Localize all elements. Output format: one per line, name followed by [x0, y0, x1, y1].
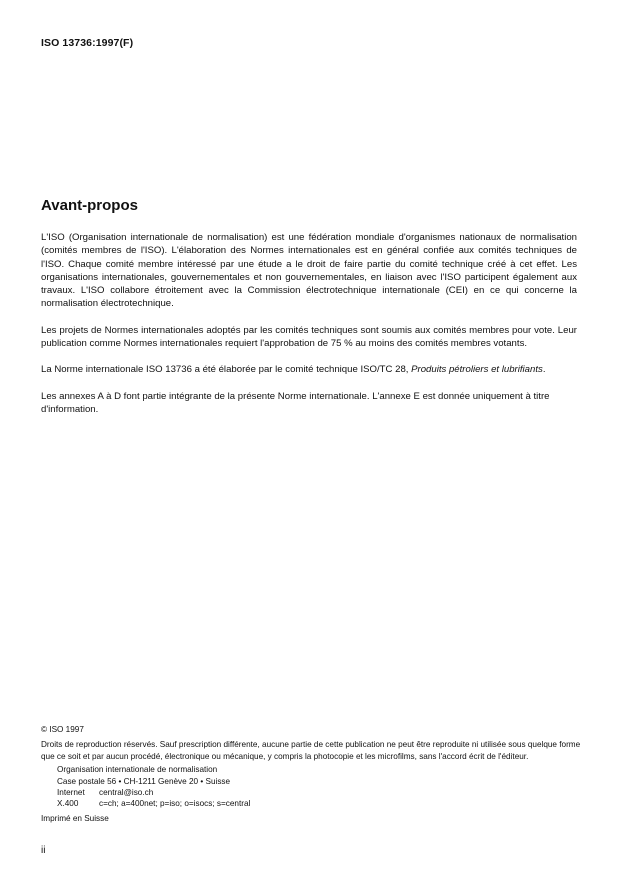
x400-value: c=ch; a=400net; p=iso; o=isocs; s=central: [99, 799, 251, 809]
paragraph-annexes: Les annexes A à D font partie intégrante de la présente Norme internationale. L'annexe E est donnée uniquement à titre d'information.: [41, 390, 550, 415]
organisation-name: Organisation internationale de normalisation: [57, 765, 218, 775]
page-title: Avant-propos: [41, 197, 138, 214]
tc-title-italic: Produits pétroliers et lubrifiants: [411, 364, 543, 376]
page-number: ii: [41, 845, 46, 856]
tc-text-suffix: .: [542, 364, 546, 376]
copyright-footer: [41, 724, 581, 824]
postal-address: Case postale 56 • CH-1211 Genève 20 • Suisse: [57, 776, 231, 786]
printed-in: Imprimé en Suisse: [41, 813, 109, 823]
rights-statement: Droits de reproduction réservés. Sauf prescription différente, aucune partie de cette publication ne peut être reproduite ni utilisée sous quelque forme que ce soit et par aucun procédé, électronique ou mécanique, y compris la photocopie et les microfilms, sans l'accord écrit de l'éditeur.: [41, 740, 581, 761]
internet-row: [57, 787, 581, 798]
internet-value: central@iso.ch: [99, 788, 154, 798]
document-id-header: ISO 13736:1997(F): [41, 37, 134, 49]
internet-label: Internet: [57, 788, 85, 798]
paragraph-iso-description: L'ISO (Organisation internationale de normalisation) est une fédération mondiale d'organismes nationaux de normalisation (comités membres de l'ISO). L'élaboration des Normes internationales est en général confiée aux comités techniques de l'ISO. Chaque comité membre intéressé par une étude a le droit de faire partie du comité technique créé à cet effet. Les organisations internationales, gouvernementales et non gouvernementales, en liaison avec l'ISO participent également aux travaux. L'ISO collabore étroitement avec la Commission électrotechnique internationale (CEI) en ce qui concerne la normalisation électrotechnique.: [41, 232, 577, 310]
tc-text-prefix: La Norme internationale ISO 13736 a été élaborée par le comité technique ISO/TC 28,: [41, 364, 412, 376]
organisation-block: [41, 764, 581, 810]
copyright-notice: © ISO 1997: [41, 725, 84, 734]
x400-label: X.400: [57, 799, 79, 809]
foreword-body: [41, 231, 577, 429]
paragraph-draft-standards: Les projets de Normes internationales adoptés par les comités techniques sont soumis aux comités membres pour vote. Leur publication comme Normes internationales requiert l'approbation de 75 % au moins des comités membres votants.: [41, 324, 577, 350]
paragraph-technical-committee: [41, 363, 577, 376]
x400-row: [57, 798, 581, 809]
